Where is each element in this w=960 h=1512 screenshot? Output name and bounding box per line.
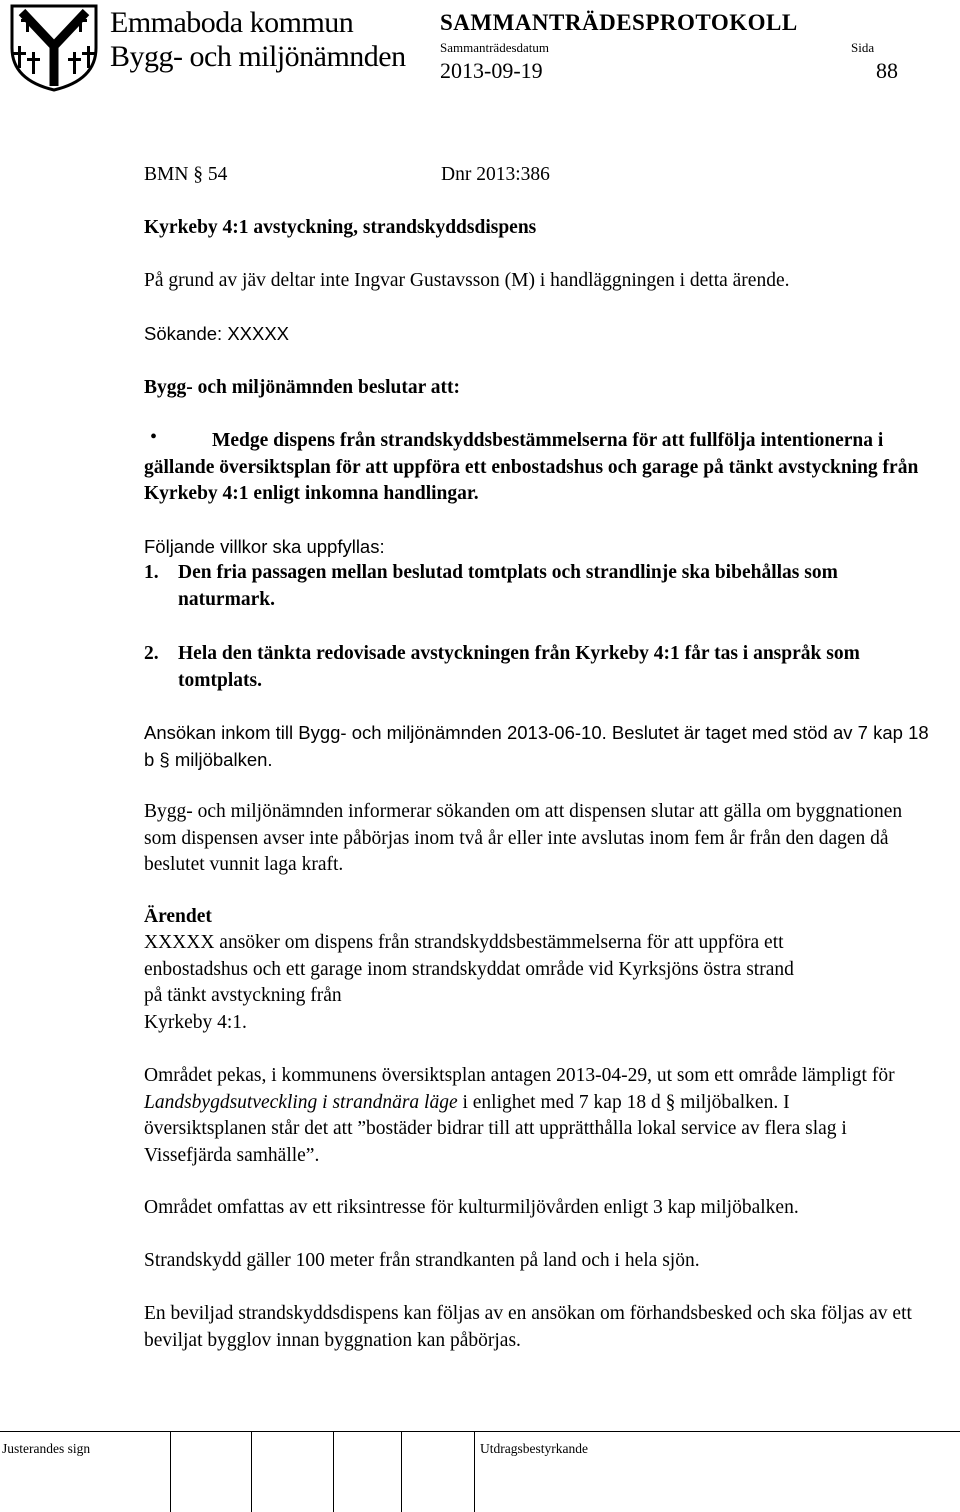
condition-1-number: 1. [144,562,159,583]
extract-certification-label: Utdragsbestyrkande [480,1441,588,1456]
footer-top-rule [0,1431,960,1432]
committee-name: Bygg- och miljönämnden [110,40,406,73]
decision-bullet-text: Medge dispens från strandskyddsbestämmelserna för att fullfölja intentionerna i gällande översiktsplan för att uppföra ett enbostadshus och garage på tänkt avstyckning från Kyrkeby 4:1 enligt inkomna handlingar. [144,430,919,504]
case-paragraph-4: Strandskydd gäller 100 meter från strandkanten på land och i hela sjön. [144,1250,700,1271]
case-heading: Ärendet [144,906,212,927]
case-number: Dnr 2013:386 [441,164,550,185]
case-paragraph-1-line-2: enbostadshus och ett garage inom strandskyddat område vid Kyrksjöns östra strand [144,959,794,980]
case-paragraph-3: Området omfattas av ett riksintresse för kulturmiljövården enligt 3 kap miljöbalken. [144,1197,799,1218]
footer-divider-1 [170,1432,171,1512]
case-paragraph-2 [144,1063,904,1169]
case-paragraph-1-line-1: XXXXX ansöker om dispens från strandskyddsbestämmelserna för att uppföra ett [144,932,784,953]
case-title: Kyrkeby 4:1 avstyckning, strandskyddsdispens [144,217,537,238]
meeting-date-label: Sammanträdesdatum [440,40,550,55]
case-paragraph-2-end: i enlighet med 7 kap 18 d § miljöbalken. I översiktsplanen står det att ”bostäder bidrar till att upprätthålla lokal service av flera slag i Vissefjärda samhälle”. [144,1091,847,1166]
case-paragraph-1-line-4: Kyrkeby 4:1. [144,1012,247,1033]
municipality-name: Emmaboda kommun [110,6,354,39]
footer-divider-3 [333,1432,334,1512]
application-info: Ansökan inkom till Bygg- och miljönämnden 2013-06-10. Beslutet är taget med stöd av 7 kap 18 b § miljöbalken. [144,722,929,770]
footer-divider-4 [401,1432,402,1512]
meeting-date-value: 2013-09-19 [440,58,543,83]
footer-divider-5 [474,1432,475,1512]
condition-1-text: Den fria passagen mellan beslutad tomtplats och strandlinje ska bibehållas som naturmark. [178,562,838,610]
page-number: 88 [876,58,898,83]
bullet-marker: • [150,426,158,448]
signature-label: Justerandes sign [2,1441,91,1456]
disqualification-note: På grund av jäv deltar inte Ingvar Gustavsson (M) i handläggningen i detta ärende. [144,270,790,291]
paragraph-reference: BMN § 54 [144,164,228,185]
page-label: Sida [851,40,875,55]
case-paragraph-1-line-3: på tänkt avstyckning från [144,985,342,1006]
footer-divider-2 [251,1432,252,1512]
applicant: Sökande: XXXXX [144,323,290,344]
document-type-title: SAMMANTRÄDESPROTOKOLL [440,10,798,35]
information-paragraph: Bygg- och miljönämnden informerar sökanden om att dispensen slutar att gälla om byggnationen som dispensen avser inte påbörjas inom två år eller inte avslutas inom fem år från den dagen då beslutet vunnit laga kraft. [144,801,903,875]
conditions-heading: Följande villkor ska uppfyllas: [144,536,385,557]
decision-intro: Bygg- och miljönämnden beslutar att: [144,377,460,398]
municipality-coat-of-arms-logo [4,2,104,92]
case-paragraph-2-italic: Landsbygdsutveckling i strandnära läge [144,1091,458,1113]
case-paragraph-5: En beviljad strandskyddsdispens kan följas av en ansökan om förhandsbesked och ska följas av ett beviljat bygglov innan byggnation kan påbörjas. [144,1303,912,1351]
condition-2-number: 2. [144,643,159,664]
case-paragraph-2-start: Området pekas, i kommunens översiktsplan antagen 2013-04-29, ut som ett område lämpligt för [144,1065,895,1086]
condition-2-text: Hela den tänkta redovisade avstyckningen från Kyrkeby 4:1 får tas i anspråk som tomtplats. [178,643,860,691]
